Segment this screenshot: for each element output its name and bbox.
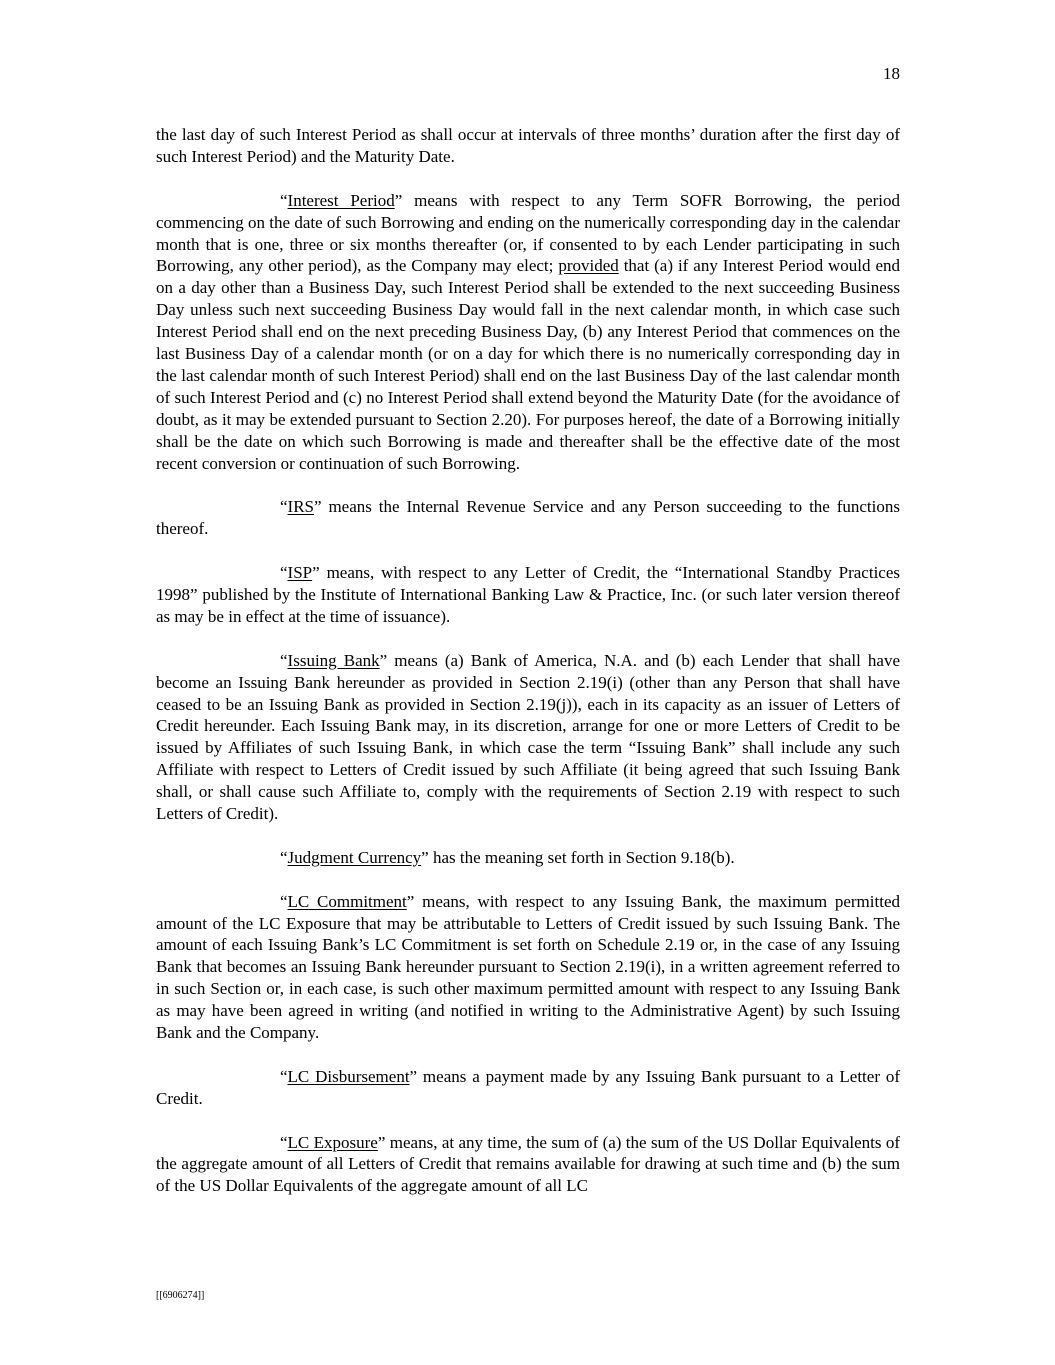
open-quote: “ [280,650,288,670]
document-body [156,124,900,1219]
page-number: 18 [883,64,900,83]
definition-judgment-currency [156,847,900,869]
definition-text: ” means a payment made by any Issuing Bank pursuant to a Letter of Credit. [156,1066,900,1108]
open-quote: “ [280,891,288,911]
definition-text: that (a) if any Interest Period would end on a day other than a Business Day, such Interest Period shall be extended to the next succeeding Business Day unless such next succeeding Business Day would fall in the next calendar month, in which case such Interest Period shall end on the next preceding Business Day, (b) any Interest Period that commences on the last Business Day of a calendar month (or on a day for which there is no numerically corresponding day in the last calendar month of such Interest Period) shall end on the last Business Day of the last calendar month of such Interest Period and (c) no Interest Period shall extend beyond the Maturity Date (for the avoidance of doubt, as it may be extended pursuant to Section 2.20). For purposes hereof, the date of a Borrowing initially shall be the date on which such Borrowing is made and thereafter shall be the effective date of the most recent conversion or continuation of such Borrowing. [156,256,900,473]
paragraph-continuation [156,124,900,168]
open-quote: “ [280,563,288,583]
defined-term: Judgment Currency [287,847,422,867]
definition-text: ” means the Internal Revenue Service and any Person succeeding to the functions thereof. [156,497,900,539]
defined-term: Interest Period [287,190,395,210]
definition-interest-period [156,190,900,475]
definition-text: ” has the meaning set forth in Section 9.18(b). [421,847,735,867]
definition-text: ” means (a) Bank of America, N.A. and (b) each Lender that shall have become an Issuing Bank hereunder as provided in Section 2.19(i) (other than any Person that shall have ceased to be an Issuing Bank as provided in Section 2.19(j)), each in its capacity as an issuer of Letters of Credit hereunder. Each Issuing Bank may, in its discretion, arrange for one or more Letters of Credit to be issued by Affiliates of such Issuing Bank, in which case the term “Issuing Bank” shall include any such Affiliate with respect to Letters of Credit issued by such Affiliate (it being agreed that such Issuing Bank shall, or shall cause such Affiliate to, comply with the requirements of Section 2.19 with respect to such Letters of Credit). [156,650,901,824]
definition-lc-exposure [156,1132,900,1198]
definition-lc-disbursement [156,1066,900,1110]
open-quote: “ [280,847,288,867]
open-quote: “ [280,1132,288,1152]
provided-keyword: provided [558,256,619,276]
definition-text: ” means, with respect to any Issuing Bank, the maximum permitted amount of the LC Exposure that may be attributable to Letters of Credit issued by such Issuing Bank. The amount of each Issuing Bank’s LC Commitment is set forth on Schedule 2.19 or, in the case of any Issuing Bank that becomes an Issuing Bank hereunder pursuant to Section 2.19(i), in a written agreement referred to in such Section or, in each case, is such other maximum permitted amount with respect to any Issuing Bank as may have been agreed in writing (and notified in writing to the Administrative Agent) by such Issuing Bank and the Company. [156,891,900,1043]
definition-text: ” means, at any time, the sum of (a) the sum of the US Dollar Equivalents of the aggregate amount of all Letters of Credit that remains available for drawing at such time and (b) the sum of the US Dollar Equivalents of the aggregate amount of all LC [156,1132,901,1196]
definition-text: ” means with respect to any Term SOFR Borrowing, the period commencing on the date of such Borrowing and ending on the numerically corresponding day in the calendar month that is one, three or six months thereafter (or, if consented to by each Lender participating in such Borrowing, any other period), as the Company may elect; [156,190,901,276]
open-quote: “ [280,190,288,210]
defined-term: Issuing Bank [287,650,380,670]
open-quote: “ [280,1066,288,1086]
paragraph-text: the last day of such Interest Period as shall occur at intervals of three months’ duration after the first day of such Interest Period) and the Maturity Date. [156,125,900,166]
definition-irs [156,496,900,540]
defined-term: LC Commitment [287,891,407,911]
definition-issuing-bank [156,650,900,825]
defined-term: ISP [287,563,313,583]
open-quote: “ [280,497,288,517]
defined-term: IRS [287,497,315,517]
definition-isp [156,562,900,628]
defined-term: LC Disbursement [287,1066,410,1086]
definition-text: ” means, with respect to any Letter of Credit, the “International Standby Practices 1998” published by the Institute of International Banking Law & Practice, Inc. (or such later version thereof as may be in effect at the time of issuance). [156,563,900,626]
definition-lc-commitment [156,891,900,1044]
defined-term: LC Exposure [287,1132,378,1152]
document-id-footer: [[6906274]] [156,1290,205,1301]
